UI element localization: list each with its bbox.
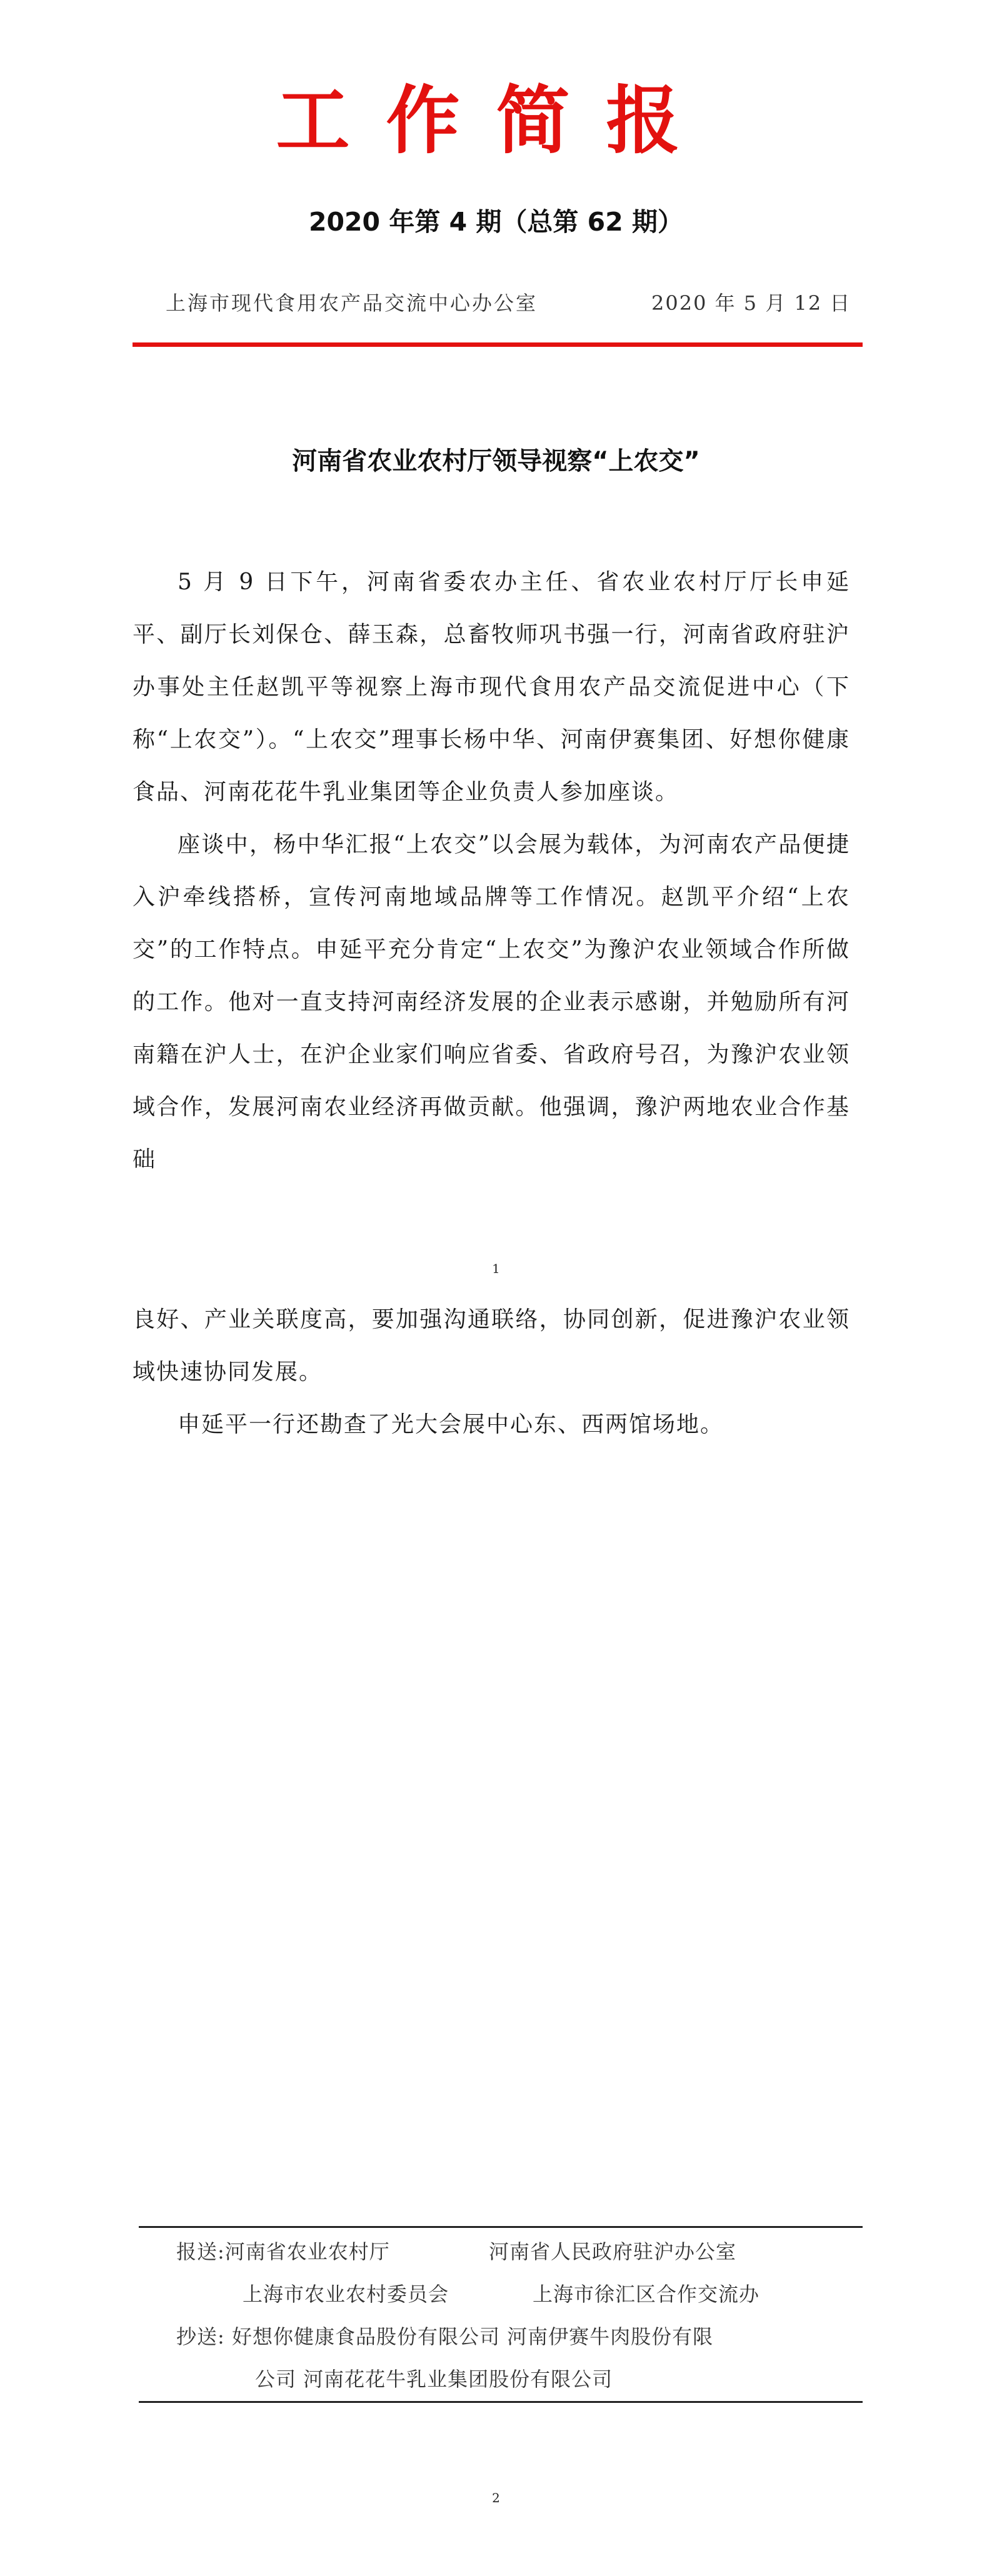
report-label: 报送: bbox=[176, 2240, 225, 2264]
report-recipient: 河南省农业农村厅 bbox=[224, 2240, 390, 2264]
report-to-line-1 bbox=[176, 2236, 390, 2267]
report-recipient: 上海市农业农村委员会 bbox=[243, 2282, 449, 2306]
cc-label: 抄送: bbox=[176, 2325, 225, 2349]
report-recipient: 上海市徐汇区合作交流办 bbox=[533, 2282, 760, 2306]
header-red-rule bbox=[133, 342, 863, 347]
paragraph: 座谈中，杨中华汇报“上农交”以会展为载体，为河南农产品便捷入沪牵线搭桥，宣传河南地域品牌等工作情况。赵凯平介绍“上农交”的工作特点。申延平充分肯定“上农交”为豫沪农业领域合作所做的工作。他对一直支持河南经济发展的企业表示感谢，并勉励所有河南籍在沪人士，在沪企业家们响应省委、省政府号召，为豫沪农业领域合作，发展河南农业经济再做贡献。他强调，豫沪两地农业合作基础 bbox=[133, 832, 850, 1172]
issue-number: 2020 年第 4 期（总第 62 期） bbox=[308, 207, 684, 237]
paragraph: 申延平一行还勘查了光大会展中心东、西两馆场地。 bbox=[178, 1412, 724, 1437]
distribution-top-rule bbox=[139, 2226, 863, 2228]
article-title: 河南省农业农村厅领导视察“上农交” bbox=[292, 447, 700, 476]
issue-date: 2020 年 5 月 12 日 bbox=[651, 291, 851, 315]
issuing-office: 上海市现代食用农产品交流中心办公室 bbox=[166, 291, 538, 315]
page-number: 1 bbox=[492, 1261, 500, 1276]
page-number: 2 bbox=[492, 2490, 500, 2505]
paragraph: 5 月 9 日下午，河南省委农办主任、省农业农村厅厅长申延平、副厅长刘保仓、薛玉森，总畜牧师巩书强一行，河南省政府驻沪办事处主任赵凯平等视察上海市现代食用农产品交流促进中心（下称“上农交”）。“上农交”理事长杨中华、河南伊赛集团、好想你健康食品、河南花花牛乳业集团等企业负责人参加座谈。 bbox=[133, 569, 850, 805]
masthead-title: 工作简报 bbox=[276, 77, 716, 164]
cc-line-1 bbox=[176, 2321, 713, 2352]
paragraph-continuation: 良好、产业关联度高，要加强沟通联络，协同创新，促进豫沪农业领域快速协同发展。 bbox=[133, 1307, 850, 1385]
article-body-page1 bbox=[133, 556, 850, 1186]
distribution-bottom-rule bbox=[139, 2401, 863, 2403]
article-body-page2 bbox=[133, 1294, 850, 1451]
cc-line-2: 公司 河南花花牛乳业集团股份有限公司 bbox=[255, 2367, 613, 2391]
report-recipient: 河南省人民政府驻沪办公室 bbox=[489, 2240, 737, 2264]
cc-recipients: 好想你健康食品股份有限公司 河南伊赛牛肉股份有限 bbox=[231, 2325, 714, 2349]
